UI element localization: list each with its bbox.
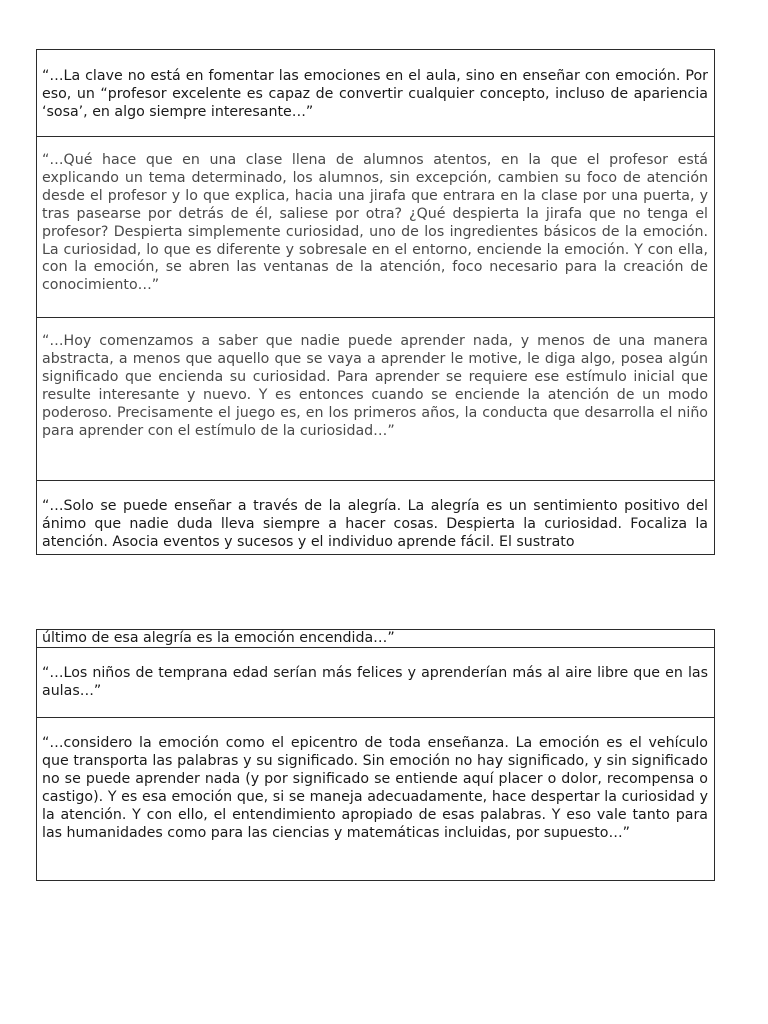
quote-text: último de esa alegría es la emoción encendida…” (42, 630, 395, 646)
quote-cell (37, 481, 714, 555)
quote-cell-continuation (37, 630, 714, 648)
quote-text: “…considero la emoción como el epicentro de toda enseñanza. La emoción es el vehículo que transporta las palabras y su significado. Sin emoción no hay significado, y sin significado no se puede aprender nada (y por significado se entiende aquí placer o dolor, recompensa o castigo). Y es esa emoción que, si se maneja adecuadamente, hace despertar la curiosidad y la atención. Y con ello, el entendimiento apropiado de esas palabras. Y eso vale tanto para las humanidades como para las ciencias y matemáticas incluidas, por supuesto…” (42, 735, 708, 841)
quotes-table-page-bottom (36, 629, 715, 881)
quote-text: “…Solo se puede enseñar a través de la alegría. La alegría es un sentimiento positivo del ánimo que nadie duda lleva siempre a hacer cosas. Despierta la curiosidad. Focaliza la atención. Asocia eventos y sucesos y el individuo aprende fácil. El sustrato (42, 498, 708, 550)
quote-cell (37, 137, 714, 318)
quote-text: “…Qué hace que en una clase llena de alumnos atentos, en la que el profesor está explicando un tema determinado, los alumnos, sin excepción, cambien su foco de atención desde el profesor y lo que explica, hacia una jirafa que entrara en la clase por una puerta, y tras pasearse por detrás de él, saliese por otra? ¿Qué despierta la jirafa que no tenga el profesor? Despierta simplemente curiosidad, uno de los ingredientes básicos de la emoción. La curiosidad, lo que es diferente y sobresale en el entorno, enciende la emoción. Y con ella, con la emoción, se abren las ventanas de la atención, foco necesario para la creación de conocimiento…” (42, 152, 708, 294)
quote-cell (37, 50, 714, 137)
quotes-table-page-top (36, 49, 715, 555)
quote-text: “…Los niños de temprana edad serían más felices y aprenderían más al aire libre que en las aulas…” (42, 665, 708, 699)
quote-cell (37, 318, 714, 481)
quote-text: “…La clave no está en fomentar las emociones en el aula, sino en enseñar con emoción. Por eso, un “profesor excelente es capaz de convertir cualquier concepto, incluso de apariencia ‘sosa’, en algo siempre interesante…” (42, 68, 708, 120)
quote-text: “…Hoy comenzamos a saber que nadie puede aprender nada, y menos de una manera abstracta, a menos que aquello que se vaya a aprender le motive, le diga algo, posea algún significado que encienda su curiosidad. Para aprender se requiere ese estímulo inicial que resulte interesante y nuevo. Y es entonces cuando se enciende la atención de un modo poderoso. Precisamente el juego es, en los primeros años, la conducta que desarrolla el niño para aprender con el estímulo de la curiosidad…” (42, 333, 708, 439)
quote-cell (37, 648, 714, 718)
quote-cell (37, 718, 714, 881)
